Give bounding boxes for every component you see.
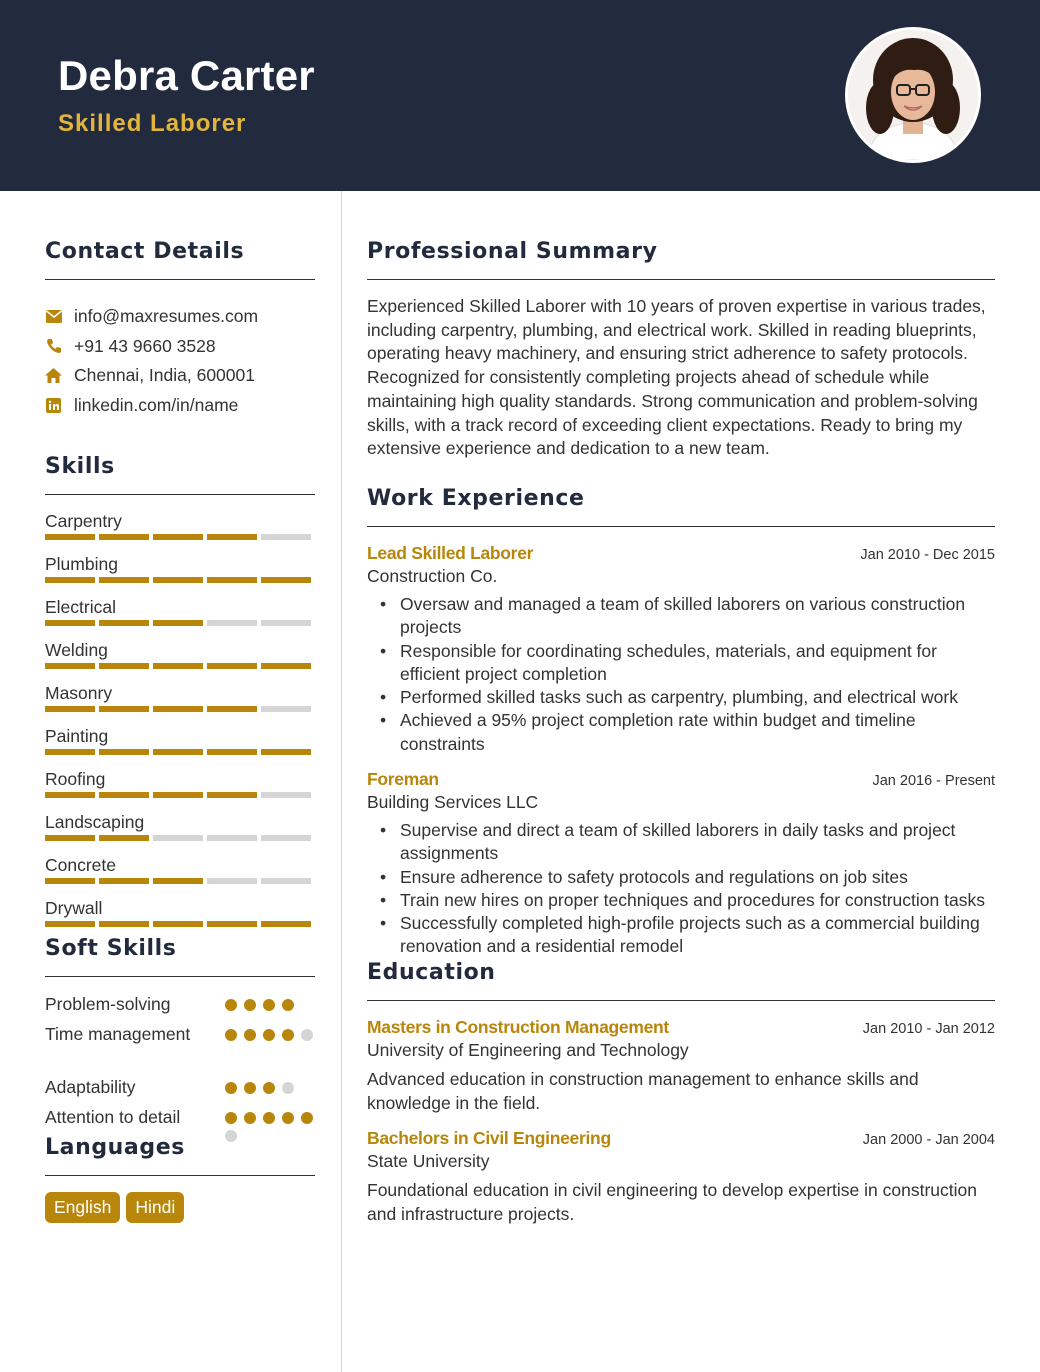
job-bullet: • Supervise and direct a team of skilled laborers in daily tasks and project assignments: [367, 819, 995, 866]
skill-level-filled: [153, 921, 203, 927]
skill-level-filled: [207, 577, 257, 583]
section-rule: [45, 1175, 315, 1176]
degree-title: Masters in Construction Management: [367, 1016, 669, 1037]
skill-level-filled: [99, 749, 149, 755]
contact-section: [45, 238, 315, 420]
skill-name: Carpentry: [45, 511, 122, 531]
job-title: Skilled Laborer: [58, 110, 247, 137]
right-column: [367, 191, 995, 1227]
skill-name: Electrical: [45, 597, 116, 617]
soft-skill-name: Time management: [45, 1024, 191, 1044]
soft-skill-dots: [225, 1076, 315, 1106]
soft-skills-list: [45, 993, 315, 1134]
contact-address: [45, 361, 315, 391]
soft-skill-name: Problem-solving: [45, 994, 171, 1014]
skill-level-empty: [261, 878, 311, 884]
language-tags: [45, 1192, 315, 1223]
rating-dot-filled: [263, 1082, 275, 1094]
skill-level-filled: [99, 620, 149, 626]
education-dates: Jan 2010 - Jan 2012: [862, 1020, 995, 1037]
skill-level-filled: [207, 663, 257, 669]
skill-level-filled: [153, 706, 203, 712]
job-bullet: • Performed skilled tasks such as carpentry, plumbing, and electrical work: [367, 686, 995, 709]
section-rule: [367, 279, 995, 280]
education-section: [367, 959, 995, 1227]
skill-level-bar: [45, 792, 315, 798]
skill-level-filled: [45, 620, 95, 626]
skill-level-bar: [45, 663, 315, 669]
linkedin-icon: [45, 397, 62, 414]
skill-level-filled: [99, 534, 149, 540]
job-bullet: • Successfully completed high-profile projects such as a commercial building renovation and a residential remodel: [367, 912, 995, 959]
language-tag: English: [45, 1192, 120, 1223]
resume-header: [0, 0, 1040, 191]
skill-level-filled: [153, 620, 203, 626]
skill-level-bar: [45, 878, 315, 884]
contact-phone[interactable]: [45, 332, 315, 362]
job-bullet: • Train new hires on proper techniques and procedures for construction tasks: [367, 889, 995, 912]
skill-level-bar: [45, 577, 315, 583]
skill-level-empty: [207, 878, 257, 884]
job-bullet: • Ensure adherence to safety protocols and regulations on job sites: [367, 866, 995, 889]
education-heading: Education: [367, 959, 496, 985]
experience-section: [367, 485, 995, 959]
skill-item: [45, 723, 315, 755]
rating-dot-empty: [301, 1029, 313, 1041]
skill-level-filled: [99, 577, 149, 583]
rating-dot-filled: [225, 1112, 237, 1124]
rating-dot-filled: [263, 1112, 275, 1124]
skill-level-filled: [45, 663, 95, 669]
degree-title: Bachelors in Civil Engineering: [367, 1127, 611, 1148]
section-rule: [367, 1000, 995, 1001]
skill-item: [45, 637, 315, 669]
job-bullet: • Achieved a 95% project completion rate within budget and timeline constraints: [367, 709, 995, 756]
rating-dot-filled: [225, 999, 237, 1011]
school-name: State University: [367, 1150, 490, 1171]
skill-level-empty: [207, 835, 257, 841]
contact-email[interactable]: [45, 302, 315, 332]
rating-dot-empty: [282, 1082, 294, 1094]
skill-level-bar: [45, 921, 315, 927]
skill-name: Drywall: [45, 898, 103, 918]
job-dates: Jan 2016 - Present: [872, 773, 995, 789]
soft-skill-name: Attention to detail: [45, 1107, 181, 1127]
job-bullets: [367, 593, 995, 756]
rating-dot-filled: [263, 999, 275, 1011]
skill-level-filled: [207, 749, 257, 755]
job-bullet: • Responsible for coordinating schedules, materials, and equipment for efficient project completion: [367, 640, 995, 687]
skill-level-filled: [45, 878, 95, 884]
skill-level-filled: [261, 921, 311, 927]
envelope-icon: [45, 308, 62, 325]
skill-level-empty: [261, 835, 311, 841]
job-bullets: [367, 819, 995, 959]
education-description: Foundational education in civil engineering to develop expertise in construction and infrastructure projects.: [367, 1179, 977, 1225]
rating-dot-filled: [282, 1029, 294, 1041]
skill-level-empty: [261, 534, 311, 540]
skill-level-filled: [99, 706, 149, 712]
skills-heading: Skills: [45, 454, 115, 479]
job-bullet: • Oversaw and managed a team of skilled laborers on various construction projects: [367, 593, 995, 640]
languages-heading: Languages: [45, 1135, 185, 1160]
skills-section: [45, 453, 315, 927]
skills-list: [45, 508, 315, 927]
skill-level-bar: [45, 749, 315, 755]
skill-level-filled: [45, 534, 95, 540]
skill-level-filled: [207, 706, 257, 712]
contact-list: [45, 302, 315, 420]
summary-heading: Professional Summary: [367, 239, 658, 264]
profile-photo: [845, 27, 981, 163]
soft-skill-dots: [225, 993, 315, 1023]
skill-level-filled: [207, 792, 257, 798]
skill-level-filled: [99, 663, 149, 669]
home-icon: [45, 367, 62, 384]
soft-skill-dots: [225, 1106, 315, 1134]
skill-item: [45, 766, 315, 798]
rating-dot-empty: [225, 1130, 237, 1142]
soft-skills-heading: Soft Skills: [45, 936, 177, 961]
rating-dot-filled: [225, 1082, 237, 1094]
skill-name: Painting: [45, 726, 109, 746]
education-entry: [367, 1128, 995, 1227]
skill-level-bar: [45, 835, 315, 841]
language-tag: Hindi: [126, 1192, 184, 1223]
contact-linkedin[interactable]: [45, 391, 315, 421]
skill-level-filled: [207, 921, 257, 927]
soft-skill-item: [45, 1076, 315, 1106]
soft-skill-item: [45, 1023, 315, 1076]
rating-dot-filled: [282, 1112, 294, 1124]
summary-text: Experienced Skilled Laborer with 10 years of proven expertise in various trades, including carpentry, plumbing, and electrical work. Skilled in reading blueprints, operating heavy machinery, and ensuring strict adherence to safety protocols. Recognized for consistently completing projects ahead of schedule while maintaining high quality standards. Strong communication and problem-solving skills, with a track record of exceeding client expectations. Ready to bring my extensive experience and dedication to a new team.: [367, 296, 986, 459]
phone-icon: [45, 338, 62, 355]
section-rule: [45, 976, 315, 977]
skill-item: [45, 895, 315, 927]
contact-linkedin-text: linkedin.com/in/name: [74, 394, 239, 415]
skill-level-empty: [261, 792, 311, 798]
skill-name: Roofing: [45, 769, 106, 789]
rating-dot-filled: [244, 1029, 256, 1041]
skill-level-filled: [45, 792, 95, 798]
rating-dot-filled: [244, 1082, 256, 1094]
rating-dot-filled: [301, 1112, 313, 1124]
rating-dot-filled: [282, 999, 294, 1011]
skill-level-filled: [153, 792, 203, 798]
skill-level-filled: [45, 706, 95, 712]
skill-item: [45, 551, 315, 583]
skill-level-filled: [153, 534, 203, 540]
section-rule: [45, 279, 315, 280]
left-column: [45, 191, 315, 1223]
skill-level-filled: [45, 835, 95, 841]
skill-level-bar: [45, 706, 315, 712]
profile-photo-icon: [848, 30, 978, 160]
skill-level-empty: [207, 620, 257, 626]
job-role: Foreman: [367, 769, 439, 789]
skill-level-filled: [45, 749, 95, 755]
skill-level-filled: [153, 749, 203, 755]
job-entry: [367, 543, 995, 756]
skill-level-filled: [153, 663, 203, 669]
skill-level-bar: [45, 620, 315, 626]
skill-level-filled: [153, 878, 203, 884]
skill-name: Masonry: [45, 683, 113, 703]
skill-name: Concrete: [45, 855, 117, 875]
education-dates: Jan 2000 - Jan 2004: [862, 1131, 995, 1148]
skill-level-filled: [261, 577, 311, 583]
section-rule: [45, 494, 315, 495]
skill-level-empty: [261, 620, 311, 626]
candidate-name: Debra Carter: [58, 52, 315, 99]
contact-heading: Contact Details: [45, 239, 245, 264]
education-entry: [367, 1017, 995, 1116]
job-company: Construction Co.: [367, 565, 498, 586]
skill-item: [45, 852, 315, 884]
soft-skills-section: [45, 935, 315, 1134]
rating-dot-filled: [263, 1029, 275, 1041]
skill-item: [45, 508, 315, 540]
skill-item: [45, 809, 315, 841]
school-name: University of Engineering and Technology: [367, 1039, 689, 1060]
skill-level-filled: [99, 878, 149, 884]
languages-section: [45, 1134, 315, 1223]
skill-item: [45, 680, 315, 712]
education-description: Advanced education in construction management to enhance skills and knowledge in the field.: [367, 1068, 919, 1114]
skill-level-filled: [261, 749, 311, 755]
skill-name: Landscaping: [45, 812, 145, 832]
contact-email-text: info@maxresumes.com: [74, 306, 259, 327]
skill-level-filled: [261, 663, 311, 669]
skill-level-filled: [153, 577, 203, 583]
section-rule: [367, 526, 995, 527]
soft-skill-item: [45, 993, 315, 1023]
rating-dot-filled: [244, 1112, 256, 1124]
skill-level-filled: [99, 835, 149, 841]
soft-skill-name: Adaptability: [45, 1077, 136, 1097]
summary-section: [367, 238, 995, 461]
skill-item: [45, 594, 315, 626]
job-company: Building Services LLC: [367, 792, 539, 812]
skill-level-bar: [45, 534, 315, 540]
skill-level-empty: [153, 835, 203, 841]
rating-dot-filled: [244, 999, 256, 1011]
skill-level-filled: [207, 534, 257, 540]
skill-level-empty: [261, 706, 311, 712]
skill-name: Welding: [45, 640, 108, 660]
skill-level-filled: [45, 577, 95, 583]
rating-dot-filled: [225, 1029, 237, 1041]
skill-level-filled: [99, 792, 149, 798]
soft-skill-item: [45, 1106, 315, 1134]
skill-level-filled: [45, 921, 95, 927]
soft-skill-dots: [225, 1023, 315, 1076]
contact-phone-text: +91 43 9660 3528: [74, 335, 216, 356]
column-divider: [341, 191, 342, 1372]
skill-name: Plumbing: [45, 554, 118, 574]
job-entry: [367, 769, 995, 959]
skill-level-filled: [99, 921, 149, 927]
experience-heading: Work Experience: [367, 485, 585, 511]
job-dates: Jan 2010 - Dec 2015: [860, 546, 995, 563]
contact-address-text: Chennai, India, 600001: [74, 365, 255, 386]
job-role: Lead Skilled Laborer: [367, 542, 534, 563]
